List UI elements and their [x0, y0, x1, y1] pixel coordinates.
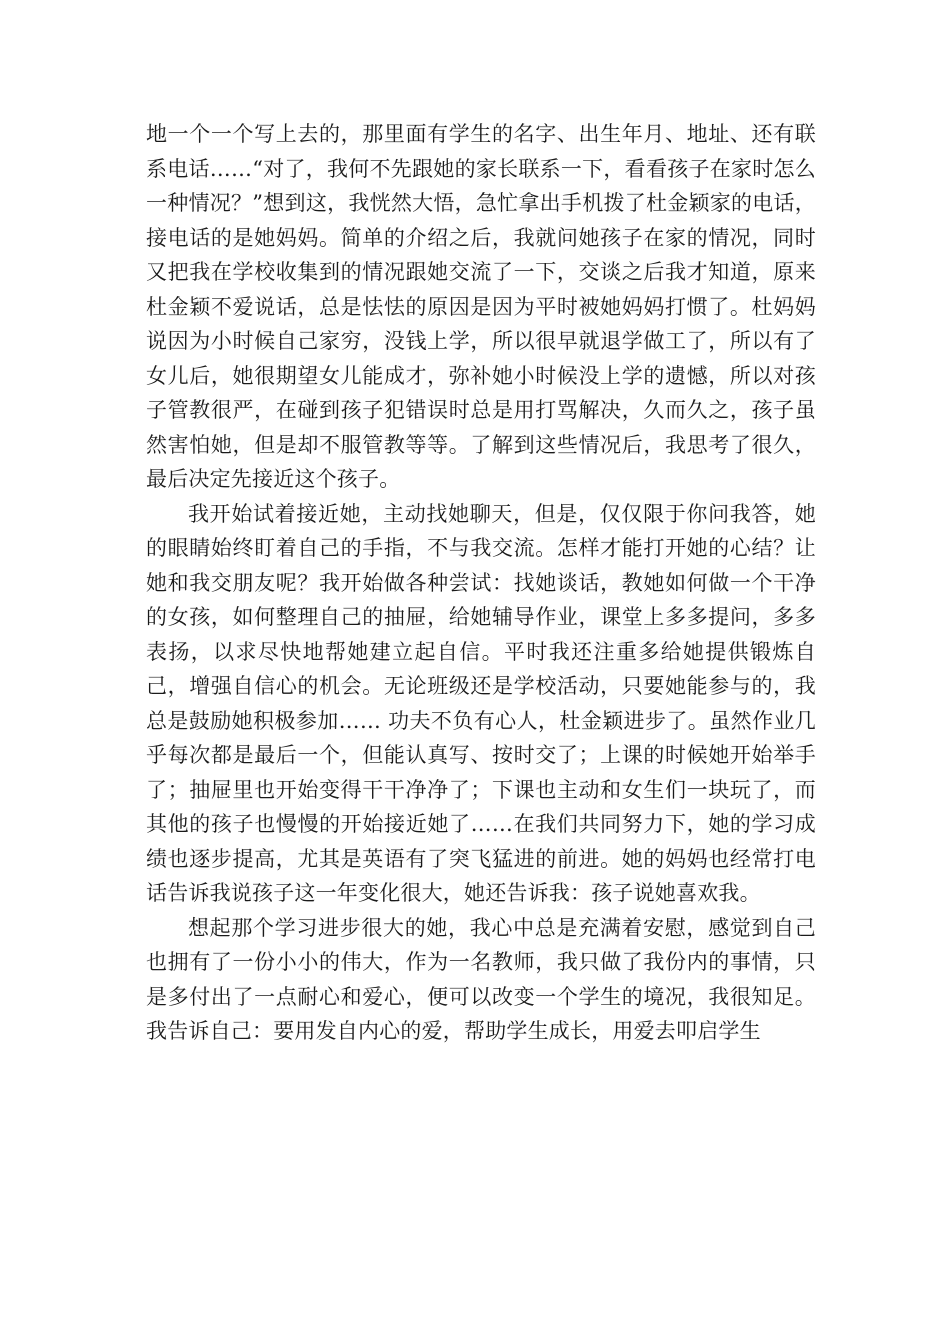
paragraph-1: 地一个一个写上去的，那里面有学生的名字、出生年月、地址、还有联系电话……“对了，我何不先跟她的家长联系一下，看看孩子在家时怎么一种情况？”想到这，我恍然大悟，急忙拿出手机拨了杜金颖家的电话，接电话的是她妈妈。简单的介绍之后，我就问她孩子在家的情况，同时又把我在学校收集到的情况跟她交流了一下，交谈之后我才知道，原来杜金颖不爱说话，总是怯怯的原因是因为平时被她妈妈打惯了。杜妈妈说因为小时候自己家穷，没钱上学，所以很早就退学做工了，所以有了女儿后，她很期望女儿能成才，弥补她小时候没上学的遗憾，所以对孩子管教很严，在碰到孩子犯错误时总是用打骂解决，久而久之，孩子虽然害怕她，但是却不服管教等等。了解到这些情况后，我思考了很久，最后决定先接近这个孩子。: [146, 122, 816, 491]
paragraph-2: 我开始试着接近她，主动找她聊天，但是，仅仅限于你问我答，她的眼睛始终盯着自己的手指，不与我交流。怎样才能打开她的心结？让她和我交朋友呢？我开始做各种尝试：找她谈话，教她如何做一个干净的女孩，如何整理自己的抽屉，给她辅导作业，课堂上多多提问，多多表扬，以求尽快地帮她建立起自信。平时我还注重多给她提供锻炼自己，增强自信心的机会。无论班级还是学校活动，只要她能参与的，我总是鼓励她积极参加…… 功夫不负有心人，杜金颖进步了。虽然作业几乎每次都是最后一个，但能认真写、按时交了；上课的时候她开始举手了；抽屉里也开始变得干干净净了；下课也主动和女生们一块玩了，而其他的孩子也慢慢的开始接近她了……在我们共同努力下，她的学习成绩也逐步提高，尤其是英语有了突飞猛进的前进。她的妈妈也经常打电话告诉我说孩子这一年变化很大，她还告诉我：孩子说她喜欢我。: [146, 501, 816, 905]
document-body: [146, 117, 816, 1049]
paragraph-3: 想起那个学习进步很大的她，我心中总是充满着安慰，感觉到自己也拥有了一份小小的伟大，作为一名教师，我只做了我份内的事情，只是多付出了一点耐心和爱心，便可以改变一个学生的境况，我很知足。我告诉自己：要用发自内心的爱，帮助学生成长，用爱去叩启学生: [146, 915, 816, 1043]
